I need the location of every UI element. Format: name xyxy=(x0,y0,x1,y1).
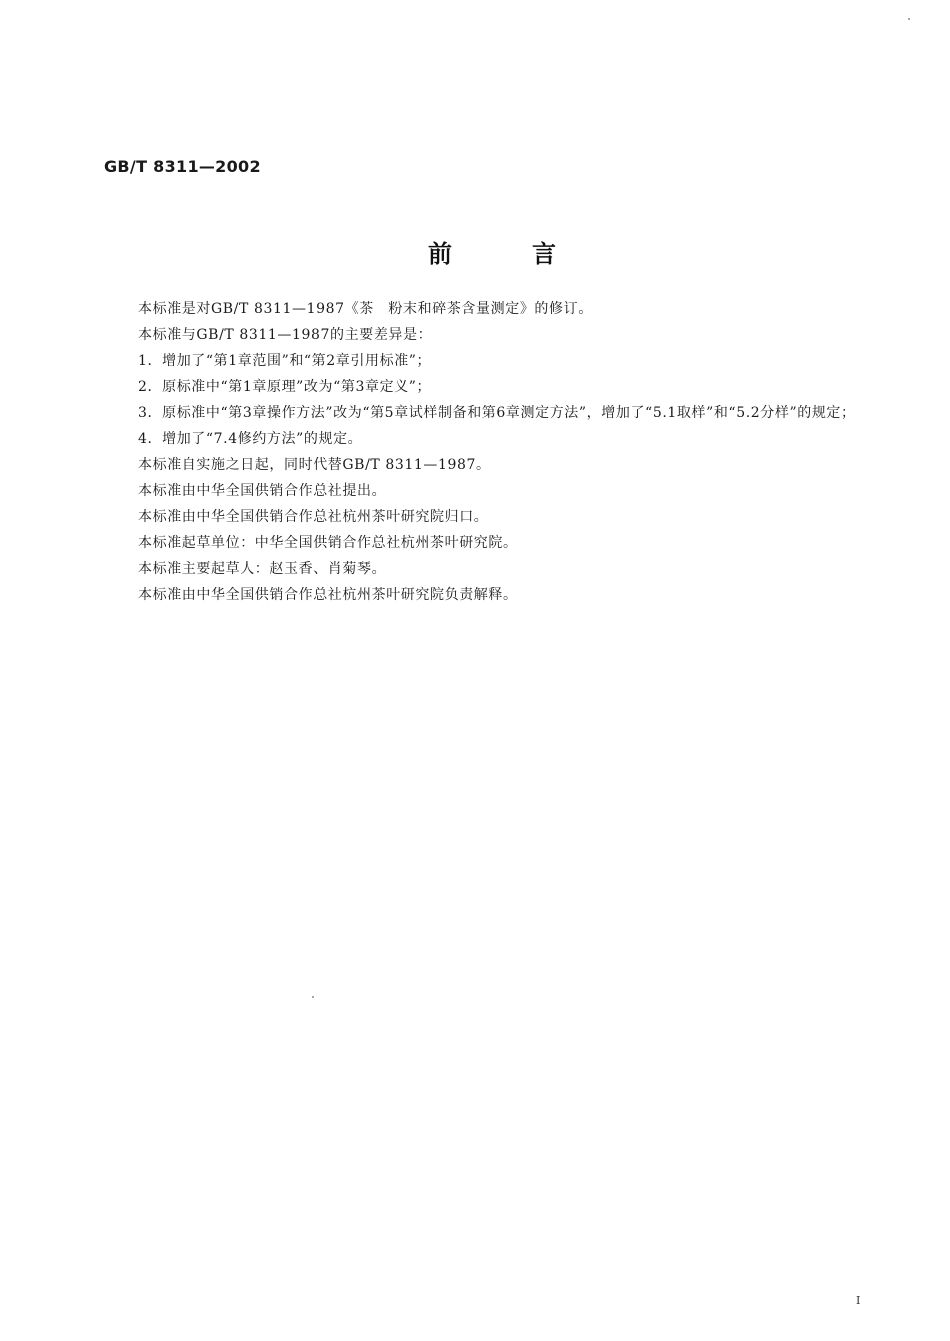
paragraph: 本标准起草单位：中华全国供销合作总社杭州茶叶研究院。 xyxy=(138,535,518,551)
paragraph: 本标准自实施之日起，同时代替GB/T 8311—1987。 xyxy=(138,457,491,473)
paragraph: 本标准与GB/T 8311—1987的主要差异是： xyxy=(138,327,433,343)
standard-code: GB/T 8311—2002 xyxy=(104,157,261,176)
paragraph: 本标准主要起草人：赵玉香、肖菊琴。 xyxy=(138,561,387,577)
list-item: 2．原标准中“第1章原理”改为“第3章定义”； xyxy=(138,379,432,395)
paragraph: 本标准由中华全国供销合作总社杭州茶叶研究院归口。 xyxy=(138,509,489,525)
page-number: I xyxy=(856,1294,861,1307)
scan-speck xyxy=(908,18,910,20)
list-item: 4．增加了“7.4修约方法”的规定。 xyxy=(138,431,363,447)
list-item: 3．原标准中“第3章操作方法”改为“第5章试样制备和第6章测定方法”，增加了“5.1取样”和“5.2分样”的规定； xyxy=(138,405,856,421)
list-item: 1．增加了“第1章范围”和“第2章引用标准”； xyxy=(138,353,432,369)
scan-speck xyxy=(312,996,314,998)
foreword-body xyxy=(104,296,894,608)
paragraph: 本标准是对GB/T 8311—1987《茶 粉末和碎茶含量测定》的修订。 xyxy=(138,301,593,317)
paragraph: 本标准由中华全国供销合作总社杭州茶叶研究院负责解释。 xyxy=(138,587,518,603)
page-title: 前言 xyxy=(428,239,636,268)
paragraph: 本标准由中华全国供销合作总社提出。 xyxy=(138,483,387,499)
